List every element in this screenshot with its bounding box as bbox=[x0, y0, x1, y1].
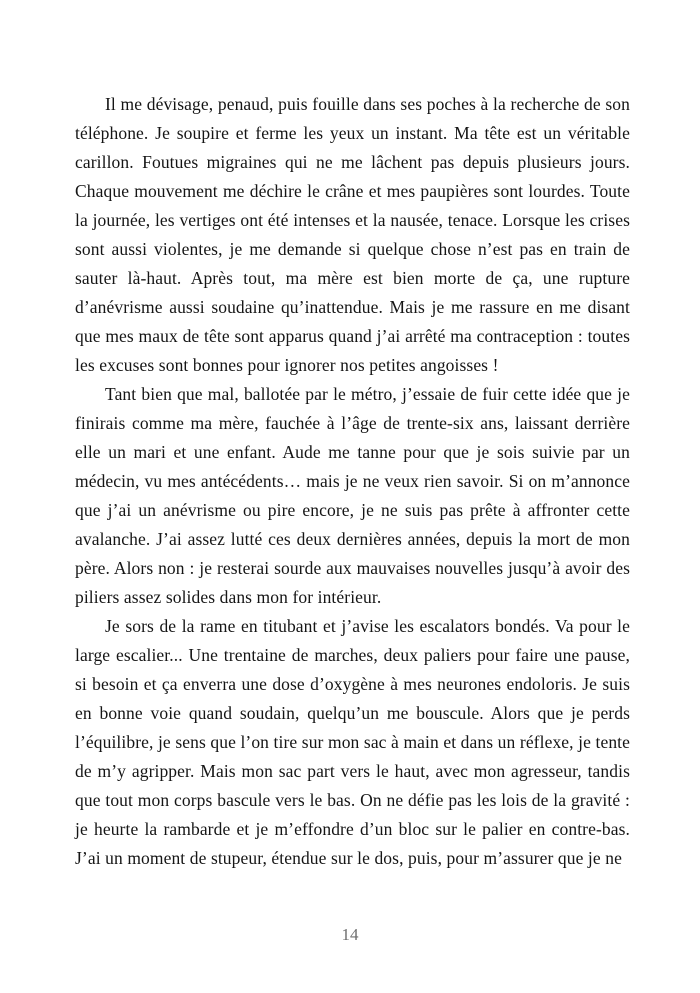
page-text bbox=[75, 90, 630, 873]
paragraph: Je sors de la rame en titubant et j’avise les escalators bondés. Va pour le large escalier... Une trentaine de marches, deux paliers pour faire une pause, si besoin et ça enverra une dose d’oxygène à mes neurones endoloris. Je suis en bonne voie quand soudain, quelqu’un me bouscule. Alors que je perds l’équilibre, je sens que l’on tire sur mon sac à main et dans un réflexe, je tente de m’y agripper. Mais mon sac part vers le haut, avec mon agresseur, tandis que tout mon corps bascule vers le bas. On ne défie pas les lois de la gravité : je heurte la rambarde et je m’effondre d’un bloc sur le palier en contre-bas. J’ai un moment de stupeur, étendue sur le dos, puis, pour m’assurer que je ne bbox=[75, 616, 630, 868]
paragraph: Tant bien que mal, ballotée par le métro, j’essaie de fuir cette idée que je finirais comme ma mère, fauchée à l’âge de trente-six ans, laissant derrière elle un mari et une enfant. Aude me tanne pour que je sois suivie par un médecin, vu mes antécédents… mais je ne veux rien savoir. Si on m’annonce que j’ai un anévrisme ou pire encore, je ne suis pas prête à affronter cette avalanche. J’ai assez lutté ces deux dernières années, depuis la mort de mon père. Alors non : je resterai sourde aux mauvaises nouvelles jusqu’à avoir des piliers assez solides dans mon for intérieur. bbox=[75, 384, 630, 607]
page-number: 14 bbox=[341, 925, 359, 944]
paragraph: Il me dévisage, penaud, puis fouille dans ses poches à la recherche de son téléphone. Je soupire et ferme les yeux un instant. Ma tête est un véritable carillon. Foutues migraines qui ne me lâchent pas depuis plusieurs jours. Chaque mouvement me déchire le crâne et mes paupières sont lourdes. Toute la journée, les vertiges ont été intenses et la nausée, tenace. Lorsque les crises sont aussi violentes, je me demande si quelque chose n’est pas en train de sauter là-haut. Après tout, ma mère est bien morte de ça, une rupture d’anévrisme aussi soudaine qu’inattendue. Mais je me rassure en me disant que mes maux de tête sont apparus quand j’ai arrêté ma contraception : toutes les excuses sont bonnes pour ignorer nos petites angoisses ! bbox=[75, 94, 630, 375]
